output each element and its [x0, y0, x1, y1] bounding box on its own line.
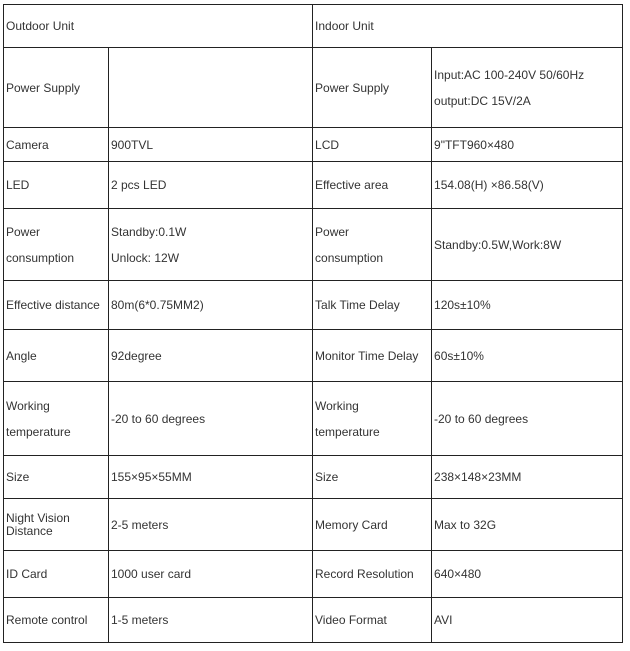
table-row — [4, 551, 623, 598]
indoor-value-cell: Standby:0.5W,Work:8W — [432, 209, 623, 281]
outdoor-value-cell: -20 to 60 degrees — [109, 382, 313, 456]
indoor-label-line: Power — [315, 224, 350, 239]
outdoor-value-cell: 1-5 meters — [109, 598, 313, 643]
indoor-label-line: Working — [315, 398, 359, 413]
outdoor-label-cell — [4, 209, 109, 281]
indoor-label-line: temperature — [315, 424, 380, 439]
outdoor-value-cell: 2 pcs LED — [109, 162, 313, 209]
outdoor-label-cell: Remote control — [4, 598, 109, 643]
indoor-label-cell — [313, 382, 432, 456]
table-row — [4, 281, 623, 330]
indoor-value-cell: Max to 32G — [432, 499, 623, 551]
table-row — [4, 209, 623, 281]
outdoor-label-cell: Angle — [4, 330, 109, 382]
outdoor-value-cell: 2-5 meters — [109, 499, 313, 551]
outdoor-value-line: Standby:0.1W — [111, 224, 187, 239]
indoor-label-cell: Size — [313, 456, 432, 499]
outdoor-label-cell: Effective distance — [4, 281, 109, 330]
table-row — [4, 48, 623, 128]
outdoor-label-cell: Size — [4, 456, 109, 499]
indoor-label-cell: Talk Time Delay — [313, 281, 432, 330]
outdoor-label-line: Power — [6, 224, 41, 239]
outdoor-label-cell — [4, 382, 109, 456]
indoor-value-cell: 640×480 — [432, 551, 623, 598]
indoor-label-cell: Power Supply — [313, 48, 432, 128]
indoor-value-line: output:DC 15V/2A — [434, 93, 531, 108]
indoor-label-cell — [313, 209, 432, 281]
indoor-unit-header: Indoor Unit — [313, 5, 623, 48]
indoor-value-cell: 120s±10% — [432, 281, 623, 330]
outdoor-label-line: temperature — [6, 424, 71, 439]
indoor-value-cell: 9"TFT960×480 — [432, 128, 623, 162]
indoor-label-cell: Record Resolution — [313, 551, 432, 598]
outdoor-label-cell — [4, 499, 109, 551]
spec-table — [3, 4, 623, 643]
indoor-value-cell: 60s±10% — [432, 330, 623, 382]
indoor-label-cell: LCD — [313, 128, 432, 162]
outdoor-label-line: consumption — [6, 250, 75, 265]
indoor-label-line: consumption — [315, 250, 384, 265]
indoor-value-cell: 154.08(H) ×86.58(V) — [432, 162, 623, 209]
outdoor-unit-header: Outdoor Unit — [4, 5, 313, 48]
outdoor-value-cell: 80m(6*0.75MM2) — [109, 281, 313, 330]
table-row — [4, 330, 623, 382]
outdoor-value-cell: 155×95×55MM — [109, 456, 313, 499]
outdoor-label-line: Distance — [6, 523, 53, 538]
table-row — [4, 128, 623, 162]
indoor-label-cell: Memory Card — [313, 499, 432, 551]
indoor-value-line: Input:AC 100-240V 50/60Hz — [434, 67, 585, 82]
outdoor-label-cell: Camera — [4, 128, 109, 162]
outdoor-label-cell: ID Card — [4, 551, 109, 598]
table-row — [4, 456, 623, 499]
outdoor-value-cell: 900TVL — [109, 128, 313, 162]
table-row — [4, 598, 623, 643]
indoor-label-cell: Monitor Time Delay — [313, 330, 432, 382]
table-row — [4, 499, 623, 551]
outdoor-value-cell — [109, 48, 313, 128]
indoor-label-cell: Effective area — [313, 162, 432, 209]
table-row — [4, 5, 623, 48]
indoor-label-cell: Video Format — [313, 598, 432, 643]
outdoor-value-line: Unlock: 12W — [111, 250, 180, 265]
outdoor-value-cell — [109, 209, 313, 281]
indoor-value-cell: 238×148×23MM — [432, 456, 623, 499]
outdoor-value-cell: 92degree — [109, 330, 313, 382]
indoor-value-cell: -20 to 60 degrees — [432, 382, 623, 456]
indoor-value-cell: AVI — [432, 598, 623, 643]
outdoor-label-cell: LED — [4, 162, 109, 209]
outdoor-value-cell: 1000 user card — [109, 551, 313, 598]
indoor-value-cell — [432, 48, 623, 128]
outdoor-label-line: Night Vision — [6, 510, 70, 525]
table-row — [4, 162, 623, 209]
outdoor-label-cell: Power Supply — [4, 48, 109, 128]
table-row — [4, 382, 623, 456]
outdoor-label-line: Working — [6, 398, 50, 413]
